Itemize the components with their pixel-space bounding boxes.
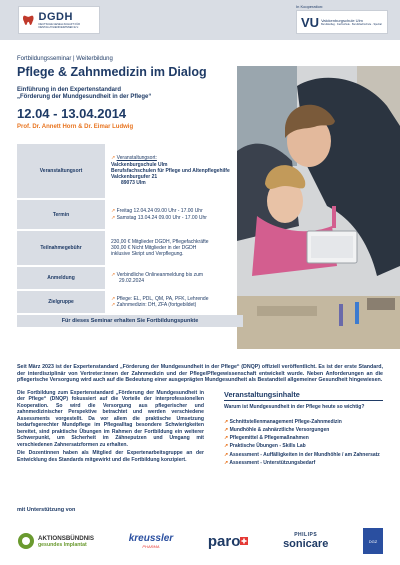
arrow-icon: ↗ [111,295,117,302]
info-row-registration [17,267,243,289]
aktionsbuendnis-logo [17,532,94,550]
venue-line4: 89073 Ulm [121,180,146,187]
fee-line2: 300,00 € Nicht Mitglieder in der DGDH [111,244,197,251]
info-table [17,144,243,327]
sponsor-logos [17,528,383,554]
arrow-icon: ↗ [224,426,230,433]
header-band [0,0,400,40]
hero [17,56,237,130]
fee-value [107,231,243,265]
dgz-logo [363,528,383,554]
vu-logo-mark: VU [301,14,320,30]
venue-line3: Valckenburgufer 21 [111,174,158,181]
info-row-fee [17,231,243,265]
dates-label: Termin [17,200,105,229]
arrow-icon: ↗ [224,451,230,458]
philips-sonicare-logo [283,532,328,550]
dgdh-logo [18,6,100,34]
vu-logo-name: Valckenburgschule Ulm [321,18,363,23]
venue-label: Veranstaltungsort [17,144,105,198]
info-row-venue [17,144,243,198]
list-item: ↗ Assessment - Unterstützungsbedarf [224,459,316,466]
intro-paragraph: Seit März 2023 ist der Expertenstandard „Förderung der Mundgesundheit in der Pflege“ (DNQP) offiziell veröffentlicht. Es ist der erste Standard, der interdisziplinär von Vertreter:innen der Zahnmedizin und der Pflege/Pflegewissenschaft entwickelt wurde. Neben Anforderungen an die pflegerische Versorgung wird auch auf die Bedeutung einer ausgeprägten Mundgesundheit als Bestandteil allgemeiner Gesundheit hingewiesen. [17,364,383,384]
registration-line1: Verbindliche Onlineanmeldung bis zum [116,271,204,278]
dates-line2: Samstag 13.04.24 09.00 Uhr - 17.00 Uhr [116,214,207,221]
registration-line2: 29.02.2024 [119,278,145,284]
audience-value [107,291,243,313]
content-heading: Veranstaltungsinhalte [224,390,383,401]
info-row-audience [17,291,243,313]
venue-line1: Valckenburgschule Ulm [111,161,168,168]
info-row-dates [17,200,243,229]
venue-value [107,144,243,198]
list-item: ↗ Assessment - Auffälligkeiten in der Mundhöhle / am Zahnersatz [224,451,380,458]
kicker: Fortbildungsseminar | Weiterbildung [17,56,113,62]
audience-line1: Pflege: EL, PDL, QM, PA, PFK, Lehrende [116,295,209,302]
speakers: Prof. Dr. Annett Horn & Dr. Eimar Ludwig [17,124,134,130]
swiss-cross-icon [240,537,248,545]
dates-line1: Freitag 12.04.24 09.00 Uhr - 17.00 Uhr [116,208,203,215]
intro-line1: Einführung in den Expertenstandard [17,87,122,93]
arrow-icon: ↗ [224,418,230,425]
list-item: ↗ Pflegemittel & Pflegemaßnahmen [224,435,309,442]
audience-line2: Zahnmedizin: DH, ZFA (fortgebildet) [116,302,197,308]
arrow-icon: ↗ [224,435,230,442]
dgz-name: DGZ [368,538,378,544]
paro-logo [208,533,249,550]
fee-line3: inklusive Skript und Verpflegung. [111,251,184,258]
list-item: ↗ Praktische Übungen - Skills Lab [224,443,306,450]
dates-value [107,200,243,229]
intro-line2: „Förderung der Mundgesundheit in der Pflege“ [17,94,152,100]
venue-heading: Veranstaltungsort: [116,155,157,162]
instructors-paragraph: Die Dozentinnen haben als Mitglied der Expertenarbeitsgruppe an der Entwicklung des Standards mitgewirkt und die Fortbildung konzipiert. [17,450,204,463]
content-question: Warum ist Mundgesundheit in der Pflege heute so wichtig? [224,403,365,410]
philips-name: PHILIPS [294,532,318,538]
tooth-logo-icon [22,11,35,29]
arrow-icon: ↗ [224,443,230,450]
kreussler-logo [129,533,173,549]
hero-photo [237,66,400,349]
photo-illustration [237,66,400,349]
body-text [17,364,383,467]
aktion-line1: AKTIONSBÜNDNIS [38,534,95,542]
kreussler-sub: PHARMA [142,544,160,549]
fee-label: Teilnahmegebühr [17,231,105,265]
content-column [224,390,383,467]
list-item: ↗ Schnittstellenmanagement Pflege-Zahnmedizin [224,418,342,425]
arrow-icon: ↗ [224,459,230,466]
arrow-icon: ↗ [111,208,117,215]
registration-label: Anmeldung [17,267,105,289]
implant-logo-icon [17,532,35,550]
description-column [17,390,204,467]
dgdh-logo-name: DGDH [38,10,73,23]
sonicare-name: sonicare [283,538,329,550]
vu-logo-tagline: Berufskolleg · Fachschule · Berufsfachschule · Spezial [321,23,382,26]
description-paragraph: Die Fortbildung zum Expertenstandard „Förderung der Mundgesundheit in der Pflege“ (DNQP) fokussiert auf die Vorteile der interprofessionellen Kooperation. So wird die Versorgung aus pflegerischer und zahnmedizinischer Perspektive betrachtet und werden verschiedene Assessments vorgestellt. Da vor allem die praktische Umsetzung bedarfsgerechter Mundpflege im Pflegealltag besondere Schwierigkeiten bereitet, sind praktische Übungen im Rahmen der Fortbildung ein weiterer Schwerpunkt, um Sicherheit im Zähneputzen und Umgang mit verschiedenen Zahnersatzformen zu erhalten. [17,389,204,448]
kreussler-name: kreussler [128,533,174,544]
arrow-icon: ↗ [111,302,117,308]
aktion-line2: gesundes Implantat [38,541,87,548]
vu-logo [296,10,388,34]
registration-value [107,267,243,289]
date-range: 12.04 - 13.04.2014 [17,106,127,121]
cooperation-label: In Kooperation: [296,4,324,9]
page-title: Pflege & Zahnmedizin im Dialog [17,65,207,79]
body-columns [17,390,383,467]
list-item: ↗ Mundhöhle & zahnärztliche Versorgungen [224,426,330,433]
audience-label: Zielgruppe [17,291,105,313]
venue-line2: Berufsfachschulen für Pflege und Altenpflegehilfe [111,167,230,174]
paro-name: paro [207,532,241,550]
arrow-icon: ↗ [111,155,117,162]
cta-banner: Für dieses Seminar erhalten Sie Fortbildungspunkte [17,315,243,327]
fee-line1: 230,00 € Mitglieder DGDH, Pflegefachkräfte [111,238,209,245]
sponsors-label: mit Unterstützung von [17,507,76,513]
arrow-icon: ↗ [111,214,117,221]
dgdh-logo-subtitle: DEUTSCHE GESELLSCHAFT FÜR DENTALHYGIENIKER/INNEN E.V. [38,22,81,29]
content-list [224,418,383,467]
arrow-icon: ↗ [111,271,117,278]
